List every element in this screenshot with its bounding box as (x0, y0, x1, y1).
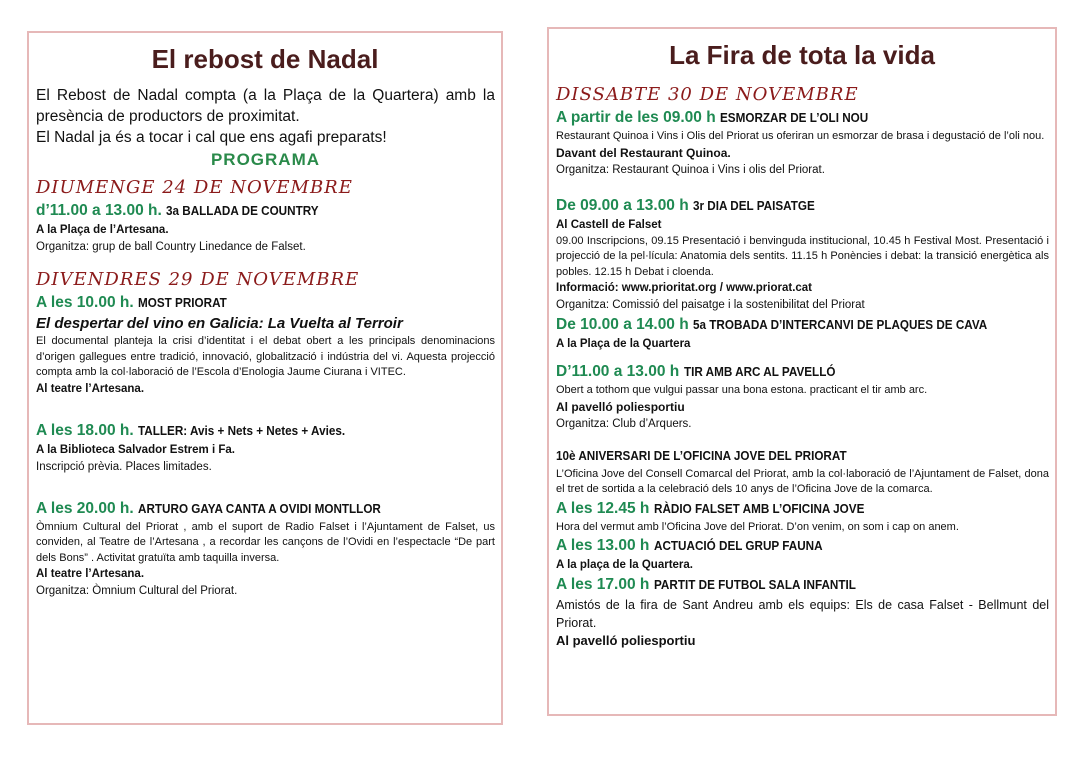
event-name: ACTUACIÓ DEL GRUP FAUNA (653, 538, 823, 553)
event-organizer: Organitza: Òmnium Cultural del Priorat. (36, 585, 238, 597)
event-heading (36, 292, 495, 314)
event-name: 3a BALLADA DE COUNTRY (166, 203, 319, 218)
event-heading (556, 498, 1049, 520)
event-heading (556, 574, 1049, 596)
event-description: Restaurant Quinoa i Vins i Olis del Priorat us oferiran un esmorzar de brasa i degustació de l’oli nou. (556, 130, 1045, 142)
event-description: Amistós de la fira de Sant Andreu amb els equips: Els de casa Falset - Bellmunt del Priorat. (556, 598, 1049, 630)
day-heading: DIUMENGE 24 DE NOVEMBRE (36, 177, 353, 198)
event-time: A les 12.45 h (556, 499, 650, 517)
event-location: Al pavelló poliesportiu (556, 633, 696, 648)
right-panel (547, 27, 1057, 716)
event-subtitle: El despertar del vino en Galicia: La Vuelta al Terroir (36, 315, 403, 332)
event-name: ARTURO GAYA CANTA A OVIDI MONTLLOR (138, 500, 381, 516)
event-location: Al pavelló poliesportiu (556, 399, 685, 414)
event-heading (556, 361, 1049, 383)
intro-text: El Rebost de Nadal compta (a la Plaça de la Quartera) amb la presència de productors de proximitat. (36, 87, 495, 125)
event-note: Inscripció prèvia. Places limitades. (36, 460, 212, 473)
left-content (36, 85, 495, 600)
right-content (556, 83, 1049, 649)
day-heading: DIVENDRES 29 DE NOVEMBRE (36, 269, 360, 290)
event-organizer: Organitza: Restaurant Quinoa i Vins i olis del Priorat. (556, 163, 825, 176)
event-name: PARTIT DE FUTBOL SALA INFANTIL (653, 577, 856, 592)
event-name: 5a TROBADA D’INTERCANVI DE PLAQUES DE CAVA (693, 317, 988, 332)
event-location: Al teatre l’Artesana. (36, 382, 145, 395)
event-time: A les 20.00 h. (36, 499, 134, 517)
event-time: A les 17.00 h (556, 576, 650, 593)
event-name: RÀDIO FALSET AMB L’OFICINA JOVE (653, 500, 865, 516)
event-location: Al teatre l’Artesana. (36, 568, 145, 580)
event-organizer: Organitza: Comissió del paisatge i la sostenibilitat del Priorat (556, 299, 865, 311)
event-info: Informació: www.prioritat.org / www.priorat.cat (556, 282, 813, 294)
event-location: Al Castell de Falset (556, 218, 662, 231)
event-time: D’11.00 a 13.00 h (556, 363, 680, 380)
programa-heading: PROGRAMA (210, 150, 321, 169)
day-heading: DISSABTE 30 DE NOVEMBRE (556, 84, 859, 105)
event-heading (556, 195, 1049, 217)
intro-text-2: El Nadal ja és a tocar i cal que ens agafi preparats! (36, 129, 387, 146)
event-heading (556, 535, 1049, 557)
event-organizer: Organitza: grup de ball Country Linedance de Falset. (36, 241, 306, 253)
event-location: A la Plaça de l’Artesana. (36, 224, 169, 236)
panel-title: El rebost de Nadal (151, 44, 379, 74)
event-description: El documental planteja la crisi d’identitat i el debat obert a les principals denominacions d’origen gallegues entre tradició, innovació, globalització i indústria del vi. Aquesta projecció compta amb la col·laboració de l’Escola d’Enologia Jaume Ciurana i VITEC. (36, 335, 495, 378)
event-name: 3r DIA DEL PAISATGE (693, 197, 815, 213)
event-heading (36, 498, 495, 520)
event-time: De 10.00 a 14.00 h (556, 316, 689, 333)
event-location: A la Biblioteca Salvador Estrem i Fa. (36, 443, 235, 456)
event-name: TIR AMB ARC AL PAVELLÓ (683, 364, 836, 379)
event-heading (556, 445, 1049, 467)
event-heading (556, 107, 1049, 129)
event-description: L’Oficina Jove del Consell Comarcal del Priorat, amb la col·laboració de l’Ajuntament de Falset, dona el tret de sortida a la celebració dels 10 anys de l’Oficina Jove de la comarca. (556, 467, 1049, 495)
event-name: ESMORZAR DE L’OLI NOU (720, 110, 869, 125)
event-name: MOST PRIORAT (138, 295, 227, 310)
event-heading (36, 420, 495, 442)
event-time: A les 13.00 h (556, 537, 650, 554)
event-description: Òmnium Cultural del Priorat , amb el suport de Radio Falset i l’Ajuntament de Falset, us conviden, al Teatre de l’Artesana , a recordar les cançons de l’Ovidi en l’espectacle “De part dels Bons” . Activitat gratuïta amb taquilla inversa. (36, 520, 495, 564)
left-panel (27, 31, 503, 725)
event-name: TALLER: Avis + Nets + Netes + Avies. (138, 422, 346, 438)
event-description: 09.00 Inscripcions, 09.15 Presentació i benvinguda institucional, 10.45 h Festival Most. Presentació i projecció de la pel·lícula: Anatomia dels sentits. 11.15 h Ponències i debat: la transició energètica als pobles. 12.15 h Debat i cloenda. (556, 234, 1049, 278)
event-time: A les 18.00 h. (36, 421, 134, 439)
panel-title: La Fira de tota la vida (669, 40, 935, 70)
event-time: d’11.00 a 13.00 h. (36, 202, 162, 219)
event-time: A les 10.00 h. (36, 294, 134, 311)
event-time: De 09.00 a 13.00 h (556, 196, 689, 214)
event-location: A la Plaça de la Quartera (556, 338, 691, 350)
event-time: A partir de les 09.00 h (556, 109, 716, 126)
event-location: A la plaça de la Quartera. (556, 559, 693, 571)
event-description: Obert a tothom que vulgui passar una bona estona. practicant el tir amb arc. (556, 384, 928, 396)
event-name: 10è ANIVERSARI DE L’OFICINA JOVE DEL PRIORAT (556, 447, 847, 463)
event-organizer: Organitza: Club d’Arquers. (556, 417, 692, 430)
event-description: Hora del vermut amb l’Oficina Jove del Priorat. D’on venim, on som i cap on anem. (556, 520, 959, 533)
event-heading (556, 314, 1049, 336)
event-location: Davant del Restaurant Quinoa. (556, 145, 731, 160)
event-heading (36, 200, 495, 222)
